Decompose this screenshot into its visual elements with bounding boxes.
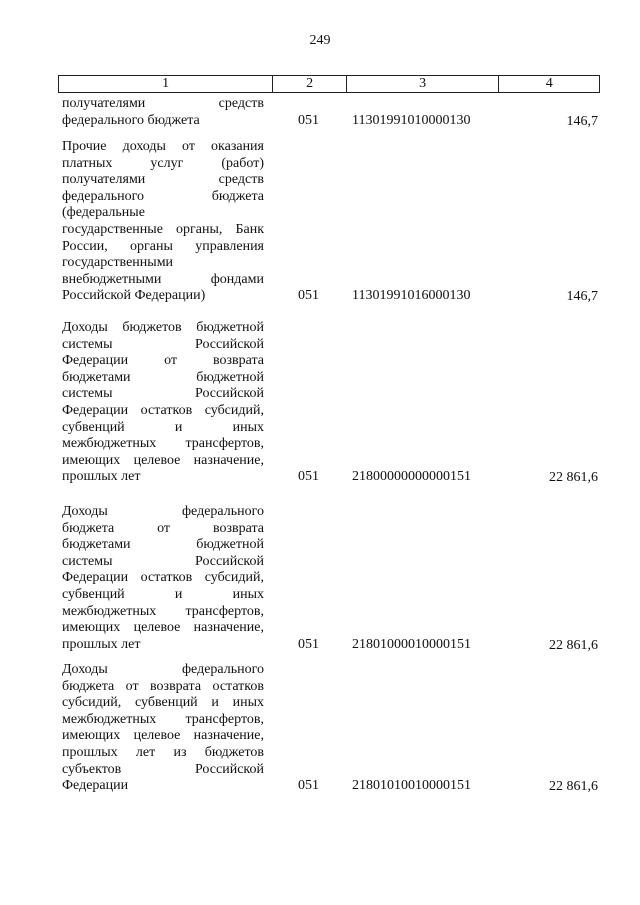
description-line: субсидий, субвенций и иных <box>62 695 264 711</box>
row-budget-classification-code: 21801000010000151 <box>352 636 471 652</box>
description-line: Российской Федерации) <box>62 288 206 304</box>
header-col-1: 1 <box>59 76 273 92</box>
description-line: Доходы федерального <box>62 662 264 677</box>
description-line: Федерации от возврата <box>62 353 264 369</box>
row-admin-code: 051 <box>298 469 319 485</box>
page-number: 249 <box>309 33 331 48</box>
description-line: межбюджетных трансфертов, <box>62 711 264 727</box>
description-line: получателями средств <box>62 172 264 188</box>
description-line: бюджетами бюджетной <box>62 369 264 385</box>
description-line: субъектов Российской <box>62 761 264 777</box>
header-col-2: 2 <box>273 76 347 92</box>
description-line: Доходы бюджетов бюджетной <box>62 320 264 335</box>
description-line: имеющих целевое назначение, <box>62 728 264 744</box>
row-budget-classification-code: 11301991016000130 <box>352 288 471 304</box>
description-line: Прочие доходы от оказания <box>62 139 264 154</box>
row-amount: 146,7 <box>566 289 598 305</box>
description-line: Доходы федерального <box>62 504 264 519</box>
description-line: имеющих целевое назначение, <box>62 620 264 636</box>
description-line: (федеральные <box>62 205 145 221</box>
description-line: прошлых лет <box>62 636 141 652</box>
description-line: бюджета от возврата <box>62 520 264 536</box>
description-line: бюджета от возврата остатков <box>62 678 264 694</box>
description-line: получателями средств <box>62 96 264 111</box>
description-line: Федерации остатков субсидий, <box>62 402 264 418</box>
header-col-4: 4 <box>545 76 553 91</box>
description-line: бюджетами бюджетной <box>62 537 264 553</box>
description-line: государственными <box>62 255 174 271</box>
row-amount: 22 861,6 <box>549 470 598 486</box>
description-line: прошлых лет <box>62 469 141 485</box>
row-description <box>62 139 264 305</box>
description-line: системы Российской <box>62 553 264 569</box>
description-line: межбюджетных трансфертов, <box>62 436 264 452</box>
row-amount: 22 861,6 <box>549 779 598 795</box>
description-line: прошлых лет из бюджетов <box>62 744 264 760</box>
description-line: государственные органы, Банк <box>62 221 264 237</box>
description-line: Федерации <box>62 778 129 794</box>
description-line: федерального бюджета <box>62 112 200 128</box>
row-description <box>62 662 264 795</box>
description-line: субвенций и иных <box>62 586 264 602</box>
description-line: внебюджетными фондами <box>62 271 264 287</box>
table-header <box>58 75 600 93</box>
row-description <box>62 320 264 486</box>
row-budget-classification-code: 11301991010000130 <box>352 112 471 128</box>
description-line: субвенций и иных <box>62 419 264 435</box>
row-description <box>62 504 264 653</box>
row-amount: 146,7 <box>566 113 598 129</box>
row-admin-code: 051 <box>298 112 319 128</box>
row-admin-code: 051 <box>298 778 319 794</box>
description-line: платных услуг (работ) <box>62 155 264 171</box>
header-col-3: 3 <box>347 76 499 92</box>
description-line: федерального бюджета <box>62 188 264 204</box>
row-amount: 22 861,6 <box>549 637 598 653</box>
row-admin-code: 051 <box>298 636 319 652</box>
description-line: России, органы управления <box>62 238 264 254</box>
description-line: Федерации остатков субсидий, <box>62 570 264 586</box>
row-description <box>62 96 264 129</box>
description-line: системы Российской <box>62 386 264 402</box>
description-line: системы Российской <box>62 336 264 352</box>
row-budget-classification-code: 21801010010000151 <box>352 778 471 794</box>
description-line: имеющих целевое назначение, <box>62 452 264 468</box>
row-budget-classification-code: 21800000000000151 <box>352 469 471 485</box>
description-line: межбюджетных трансфертов, <box>62 603 264 619</box>
row-admin-code: 051 <box>298 288 319 304</box>
